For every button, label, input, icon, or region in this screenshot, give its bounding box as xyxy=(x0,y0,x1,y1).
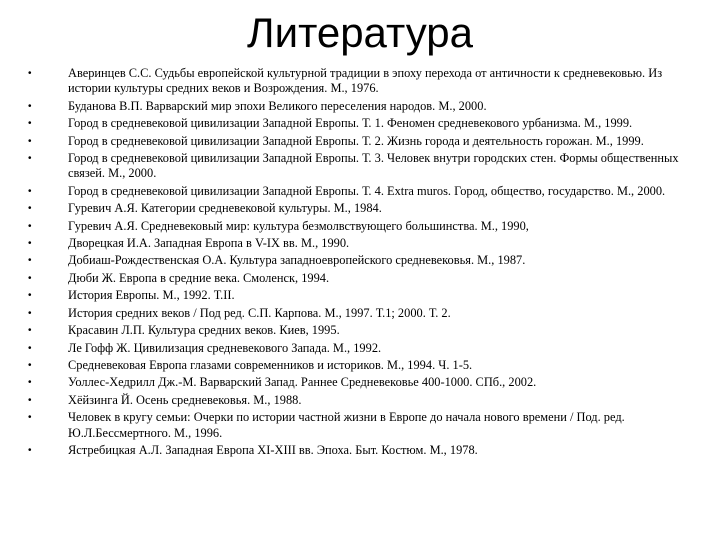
list-item-text: Хёйзинга Й. Осень средневековья. М., 1988. xyxy=(68,392,302,407)
list-item-text: Город в средневековой цивилизации Западной Европы. Т. 2. Жизнь города и деятельность горожан. М., 1999. xyxy=(68,133,644,148)
bullet-icon: • xyxy=(28,135,32,147)
list-item xyxy=(28,66,688,97)
bullet-icon: • xyxy=(28,444,32,456)
list-item-text: Дворецкая И.А. Западная Европа в V-IX вв. М., 1990. xyxy=(68,236,350,251)
list-item-text: Город в средневековой цивилизации Западной Европы. Т. 1. Феномен средневекового урбанизма. М., 1999. xyxy=(68,116,633,131)
list-item xyxy=(28,271,688,286)
list-item xyxy=(28,393,688,408)
list-item xyxy=(28,99,688,114)
list-item xyxy=(28,288,688,303)
list-item xyxy=(28,443,688,458)
list-item-text: Добиаш-Рождественская О.А. Культура западноевропейского средневековья. М., 1987. xyxy=(68,253,526,268)
bullet-icon: • xyxy=(28,68,32,79)
list-item xyxy=(28,219,688,234)
bullet-icon: • xyxy=(28,359,32,371)
list-item-text: Ястребицкая А.Л. Западная Европа XI-XIII вв. Эпоха. Быт. Костюм. М., 1978. xyxy=(68,442,478,457)
bullet-icon: • xyxy=(28,153,32,165)
bullet-icon: • xyxy=(28,394,32,406)
list-item xyxy=(28,410,688,441)
bullet-icon: • xyxy=(28,118,32,130)
list-item-text: Гуревич А.Я. Средневековый мир: культура безмолвствующего большинства. М., 1990, xyxy=(68,218,529,233)
list-item-text: Человек в кругу семьи: Очерки по истории частной жизни в Европе до начала нового времени / Под. ред. Ю.Л.Бессмертного. М., 1996. xyxy=(68,410,625,440)
list-item-text: Город в средневековой цивилизации Западной Европы. Т. 4. Extra muros. Город, общество, государство. М., 2000. xyxy=(68,183,666,198)
list-item-text: Аверинцев С.С. Судьбы европейской культурной традиции в эпоху перехода от античности к средневековью. Из истории культуры средних веков и Возрождения. М., 1976. xyxy=(68,66,663,96)
list-item-text: Дюби Ж. Европа в средние века. Смоленск, 1994. xyxy=(68,270,330,285)
list-item xyxy=(28,306,688,321)
bullet-icon: • xyxy=(28,342,32,354)
list-item-text: Уоллес-Хедрилл Дж.-М. Варварский Запад. Раннее Средневековье 400-1000. СПб., 2002. xyxy=(68,375,537,390)
bullet-icon: • xyxy=(28,203,32,215)
list-item xyxy=(28,236,688,251)
list-item xyxy=(28,358,688,373)
list-item xyxy=(28,201,688,216)
list-item xyxy=(28,116,688,131)
list-item xyxy=(28,341,688,356)
list-item xyxy=(28,323,688,338)
bullet-icon: • xyxy=(28,307,32,319)
list-item xyxy=(28,184,688,199)
list-item-text: Ле Гофф Ж. Цивилизация средневекового Запада. М., 1992. xyxy=(68,340,382,355)
list-item-text: Гуревич А.Я. Категории средневековой культуры. М., 1984. xyxy=(68,201,382,216)
page-title: Литература xyxy=(247,9,473,56)
bullet-icon: • xyxy=(28,290,32,302)
list-item-text: История средних веков / Под ред. С.П. Карпова. М., 1997. Т.1; 2000. Т. 2. xyxy=(68,305,451,320)
list-item xyxy=(28,134,688,149)
list-item xyxy=(28,375,688,390)
bullet-icon: • xyxy=(28,255,32,267)
bullet-icon: • xyxy=(28,220,32,232)
list-item-text: Город в средневековой цивилизации Западной Европы. Т. 3. Человек внутри городских стен. Формы общественных связей. М., 2000. xyxy=(68,151,679,181)
list-item xyxy=(28,253,688,268)
bullet-icon: • xyxy=(28,325,32,337)
bullet-icon: • xyxy=(28,238,32,250)
bullet-icon: • xyxy=(28,185,32,197)
list-item-text: Средневековая Европа глазами современников и историков. М., 1994. Ч. 1-5. xyxy=(68,357,473,372)
bullet-icon: • xyxy=(28,377,32,389)
list-item xyxy=(28,151,688,182)
bullet-icon: • xyxy=(28,412,32,424)
bibliography-list xyxy=(28,66,688,460)
list-item-text: История Европы. М., 1992. Т.II. xyxy=(68,288,235,303)
list-item-text: Буданова В.П. Варварский мир эпохи Великого переселения народов. М., 2000. xyxy=(68,98,487,113)
bullet-icon: • xyxy=(28,272,32,284)
bullet-icon: • xyxy=(28,100,32,112)
list-item-text: Красавин Л.П. Культура средних веков. Киев, 1995. xyxy=(68,323,340,338)
